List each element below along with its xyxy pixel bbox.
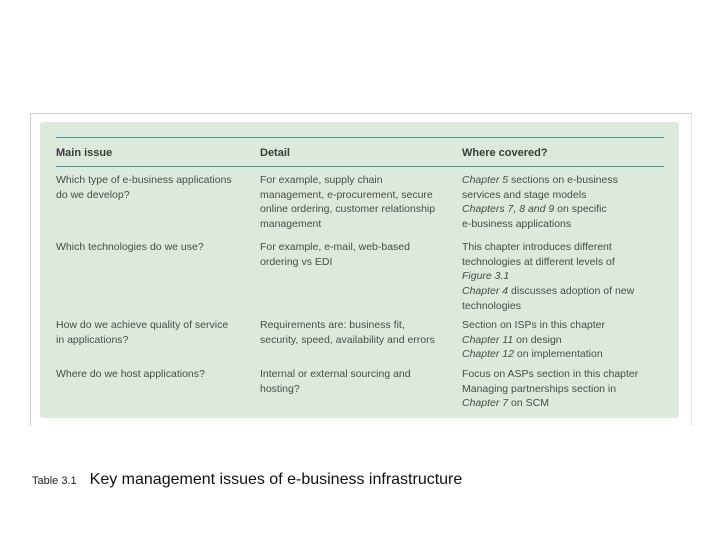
column-header-main-issue: Main issue	[56, 147, 113, 159]
main-issue-cell	[56, 173, 252, 202]
cell-line: Chapter 7 on SCM	[462, 397, 549, 410]
table-panel	[40, 122, 679, 418]
cell-line: in applications?	[56, 333, 129, 346]
cell-line: For example, e-mail, web-based	[260, 241, 410, 253]
where-covered-cell	[462, 367, 676, 411]
cell-line: Figure 3.1	[462, 270, 510, 283]
caption-title: Key management issues of e-business infrastructure	[89, 471, 463, 488]
cell-line: technologies	[462, 299, 521, 312]
cell-line: Where do we host applications?	[56, 368, 205, 380]
cell-line: Internal or external sourcing and	[260, 368, 411, 380]
cell-line: e-business applications	[462, 218, 572, 231]
cell-line: ordering vs EDI	[260, 255, 333, 268]
main-issue-cell	[56, 240, 252, 255]
cell-line: Chapter 11 on design	[462, 333, 562, 346]
cell-line: do we develop?	[56, 188, 130, 201]
where-covered-cell	[462, 240, 676, 314]
header-bottom-rule	[56, 166, 664, 167]
cell-line: Which type of e-business applications	[56, 174, 232, 186]
table-figure	[30, 113, 692, 426]
cell-line: technologies at different levels of	[462, 255, 615, 268]
cell-line: hosting?	[260, 382, 300, 395]
cell-line: This chapter introduces different	[462, 241, 612, 253]
detail-cell	[260, 173, 456, 232]
detail-cell	[260, 367, 456, 396]
cell-line: Chapter 12 on implementation	[462, 348, 603, 361]
cell-line: Managing partnerships section in	[462, 382, 617, 395]
detail-cell	[260, 240, 456, 269]
cell-line: Chapters 7, 8 and 9 on specific	[462, 203, 607, 216]
cell-line: Section on ISPs in this chapter	[462, 319, 605, 331]
caption-label: Table 3.1	[32, 475, 77, 487]
column-header-where-covered: Where covered?	[462, 147, 548, 159]
cell-line: security, speed, availability and errors	[260, 333, 435, 346]
cell-line: Chapter 4 discusses adoption of new	[462, 285, 635, 298]
table-caption	[32, 471, 462, 489]
header-top-rule	[56, 137, 664, 138]
cell-line: How do we achieve quality of service	[56, 319, 229, 331]
where-covered-cell	[462, 173, 676, 232]
cell-line: Which technologies do we use?	[56, 241, 204, 253]
cell-line: Focus on ASPs section in this chapter	[462, 368, 639, 380]
cell-line: management, e-procurement, secure	[260, 188, 433, 201]
column-header-detail: Detail	[260, 147, 290, 159]
main-issue-cell	[56, 367, 252, 382]
cell-line: Requirements are: business fit,	[260, 319, 405, 331]
cell-line: management	[260, 218, 322, 231]
detail-cell	[260, 318, 456, 347]
cell-line: services and stage models	[462, 188, 587, 201]
where-covered-cell	[462, 318, 676, 362]
cell-line: Chapter 5 sections on e-business	[462, 174, 618, 186]
cell-line: online ordering, customer relationship	[260, 203, 436, 216]
main-issue-cell	[56, 318, 252, 347]
cell-line: For example, supply chain	[260, 174, 383, 186]
